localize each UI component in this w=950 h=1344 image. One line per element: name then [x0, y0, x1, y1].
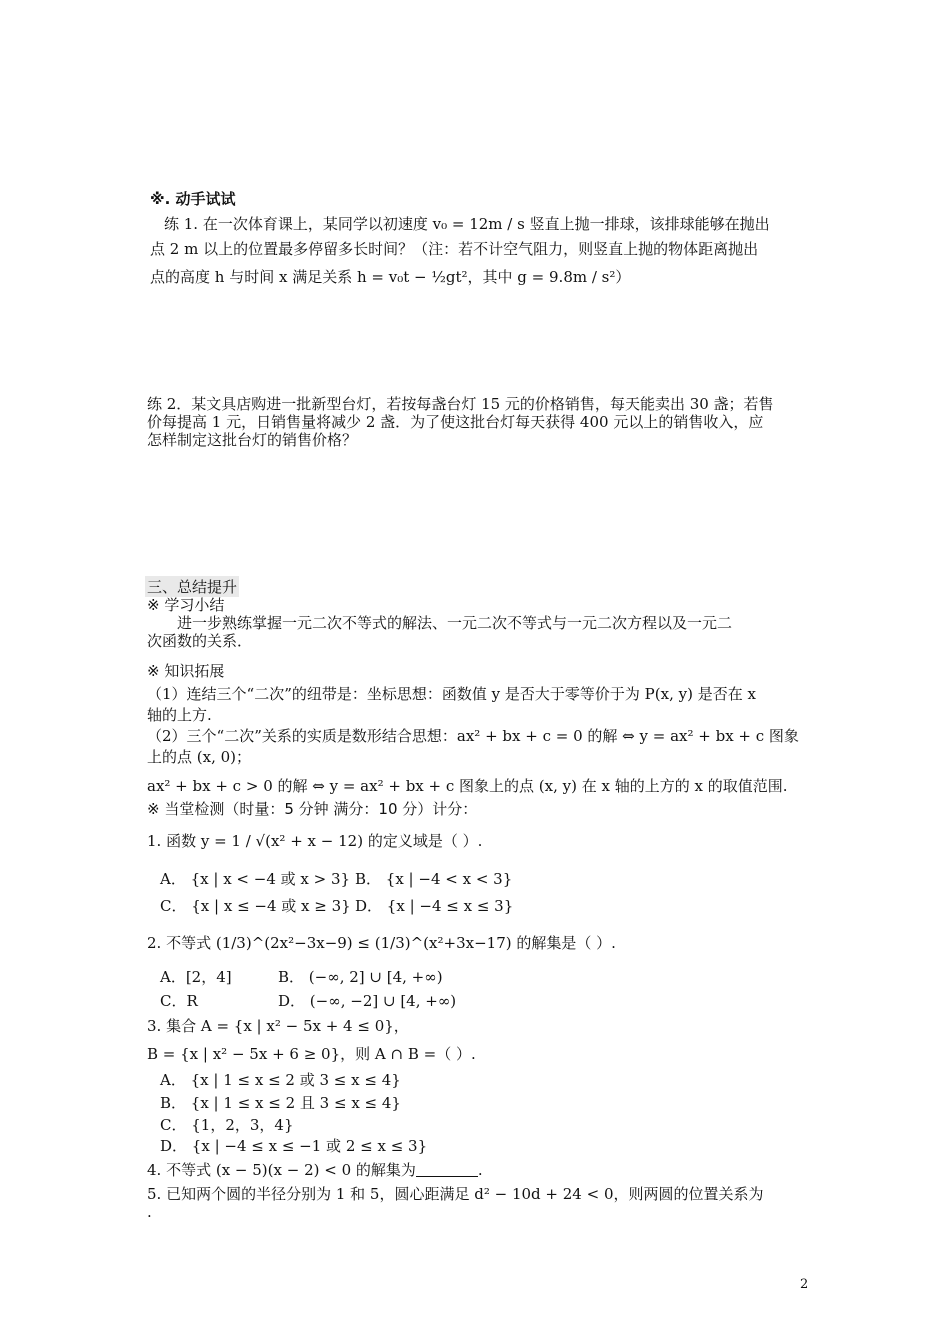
quiz-question-5-line-2: . — [147, 1203, 152, 1221]
quiz-q2-option-a: A．[2，4] — [160, 968, 232, 986]
quiz-question-4 — [147, 1159, 483, 1180]
knowledge-1-line-2: 轴的上方. — [147, 706, 212, 724]
quiz-question-4-end: . — [477, 1161, 483, 1179]
page-number: 2 — [800, 1277, 809, 1292]
summary-subheading-learning: ※ 学习小结 — [147, 596, 225, 614]
quiz-q3-option-b: B． {x | 1 ≤ x ≤ 2 且 3 ≤ x ≤ 4} — [160, 1094, 401, 1112]
quiz-question-2: 2. 不等式 (1/3)^(2x²−3x−9) ≤ (1/3)^(x²+3x−17) 的解集是（ ）. — [147, 934, 616, 952]
knowledge-3-line-1: ax² + bx + c > 0 的解 ⇔ y = ax² + bx + c 图象上的点 (x, y) 在 x 轴的上方的 x 的取值范围. — [147, 777, 788, 795]
practice-1-line-2: 点 2 m 以上的位置最多停留多长时间？（注：若不计空气阻力，则竖直上抛的物体距离抛出 — [150, 240, 759, 258]
quiz-q1-option-c: C． {x | x ≤ −4 或 x ≥ 3} — [160, 897, 351, 915]
summary-text-line-2: 次函数的关系． — [147, 632, 253, 650]
quiz-question-3-line-1: 3. 集合 A = {x | x² − 5x + 4 ≤ 0}， — [147, 1017, 409, 1035]
quiz-q2-option-d: D． (−∞, −2] ∪ [4, +∞) — [278, 992, 457, 1010]
practice-1-line-3: 点的高度 h 与时间 x 满足关系 h = v₀t − ½gt²，其中 g = 9.8m / s²） — [150, 268, 631, 286]
summary-text-line-1: 进一步熟练掌握一元二次不等式的解法、一元二次不等式与一元二次方程以及一元二 — [177, 614, 733, 632]
knowledge-2-line-1: （2）三个“二次”关系的实质是数形结合思想：ax² + bx + c = 0 的解 ⇔ y = ax² + bx + c 图象 — [147, 727, 799, 745]
quiz-question-4-text: 4. 不等式 (x − 5)(x − 2) < 0 的解集为 — [147, 1161, 416, 1179]
practice-1-line-1: 练 1. 在一次体育课上，某同学以初速度 v₀ = 12m / s 竖直上抛一排球，该排球能够在抛出 — [164, 215, 770, 233]
practice-2-line-2: 价每提高 1 元，日销售量将减少 2 盏．为了使这批台灯每天获得 400 元以上的销售收入，应 — [147, 413, 764, 431]
practice-heading: ※. 动手试试 — [150, 190, 236, 208]
quiz-q3-option-c: C． {1，2，3，4} — [160, 1116, 294, 1134]
quiz-q3-option-d: D． {x | −4 ≤ x ≤ −1 或 2 ≤ x ≤ 3} — [160, 1137, 428, 1155]
quiz-q2-option-c: C．R — [160, 992, 198, 1010]
quiz-q3-option-a: A． {x | 1 ≤ x ≤ 2 或 3 ≤ x ≤ 4} — [160, 1071, 401, 1089]
answer-blank[interactable] — [416, 1162, 478, 1177]
quiz-q1-option-d: D． {x | −4 ≤ x ≤ 3} — [355, 897, 514, 915]
knowledge-2-line-2: 上的点 (x, 0)； — [147, 748, 252, 766]
summary-subheading-quiz: ※ 当堂检测（时量：5 分钟 满分：10 分）计分： — [147, 800, 478, 818]
quiz-question-3-line-2: B = {x | x² − 5x + 6 ≥ 0}，则 A ∩ B =（ ）. — [147, 1045, 476, 1063]
quiz-q1-option-b: B． {x | −4 < x < 3} — [355, 870, 513, 888]
knowledge-1-line-1: （1）连结三个“二次”的纽带是：坐标思想：函数值 y 是否大于零等价于为 P(x, y) 是否在 x — [147, 685, 756, 703]
summary-subheading-knowledge: ※ 知识拓展 — [147, 662, 225, 680]
quiz-q1-option-a: A． {x | x < −4 或 x > 3} — [160, 870, 351, 888]
practice-2-line-1: 练 2．某文具店购进一批新型台灯，若按每盏台灯 15 元的价格销售，每天能卖出 30 盏；若售 — [147, 395, 774, 413]
quiz-q2-option-b: B． (−∞, 2] ∪ [4, +∞) — [278, 968, 443, 986]
practice-2-line-3: 怎样制定这批台灯的销售价格？ — [147, 431, 358, 449]
quiz-question-1: 1. 函数 y = 1 / √(x² + x − 12) 的定义域是（ ）. — [147, 832, 483, 850]
summary-heading: 三、总结提升 — [147, 578, 238, 596]
quiz-question-5-line-1: 5. 已知两个圆的半径分别为 1 和 5，圆心距满足 d² − 10d + 24 < 0，则两圆的位置关系为 — [147, 1185, 764, 1203]
